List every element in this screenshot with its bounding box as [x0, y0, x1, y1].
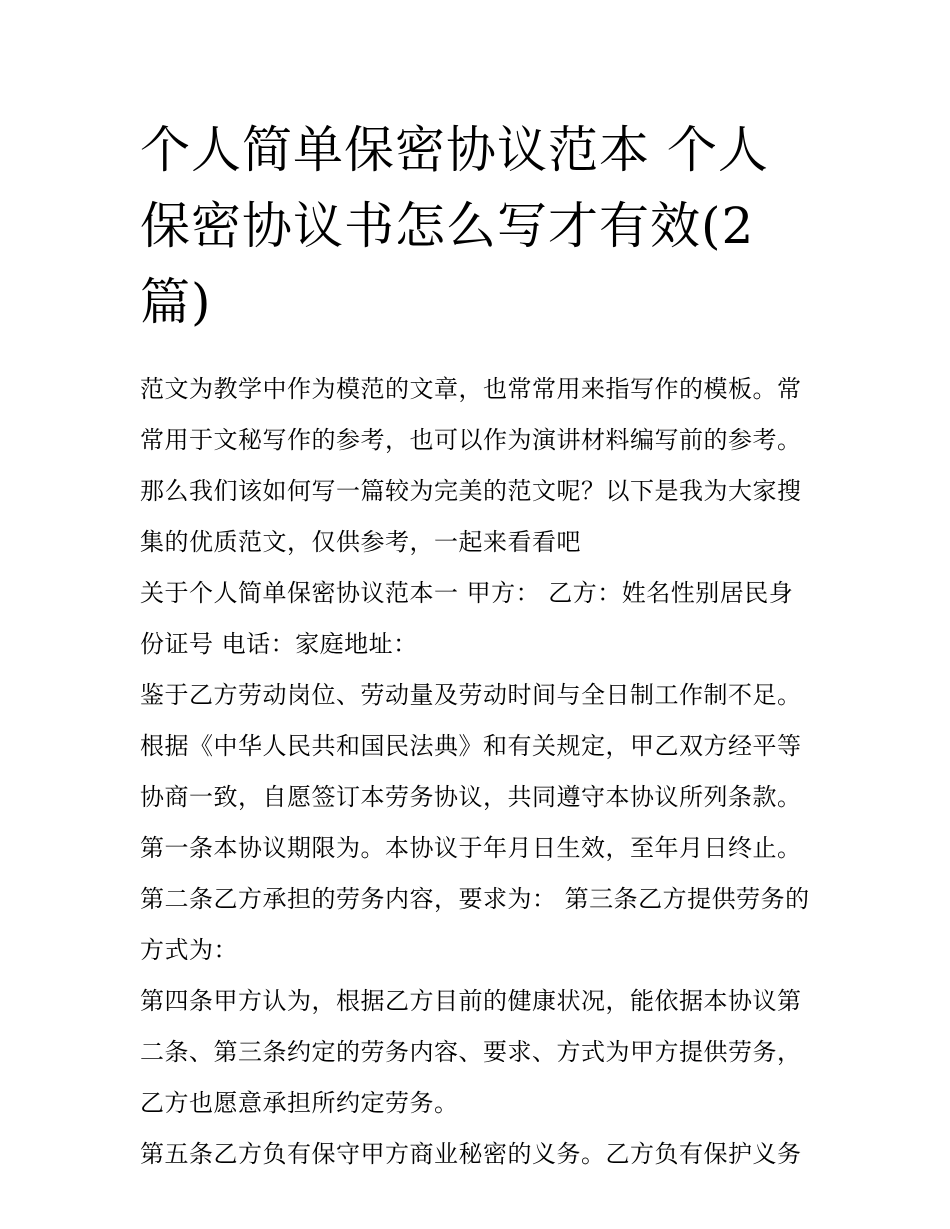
paragraph-article-2-3: 第二条乙方承担的劳务内容，要求为： 第三条乙方提供劳务的方式为：	[140, 885, 810, 964]
paragraph-parties: 关于个人简单保密协议范本一 甲方： 乙方：姓名性别居民身份证号 电话：家庭地址：	[140, 579, 794, 658]
document-page	[140, 112, 812, 1180]
document-title: 个人简单保密协议范本 个人保密协议书怎么写才有效(2篇)	[140, 121, 769, 331]
paragraph-article-5: 第五条乙方负有保守甲方商业秘密的义务。乙方负有保护义务	[140, 1140, 802, 1168]
paragraph-article-4: 第四条甲方认为，根据乙方目前的健康状况，能依据本协议第二条、第三条约定的劳务内容、要求、方式为甲方提供劳务，乙方也愿意承担所约定劳务。	[140, 987, 802, 1117]
paragraph-preamble: 鉴于乙方劳动岗位、劳动量及劳动时间与全日制工作制不足。根据《中华人民共和国民法典》和有关规定，甲乙双方经平等协商一致，自愿签订本劳务协议，共同遵守本协议所列条款。	[140, 681, 802, 811]
paragraph-intro: 范文为教学中作为模范的文章，也常常用来指写作的模板。常常用于文秘写作的参考，也可以作为演讲材料编写前的参考。那么我们该如何写一篇较为完美的范文呢？以下是我为大家搜集的优质范文，仅供参考，一起来看看吧	[140, 375, 802, 556]
paragraph-article-1: 第一条本协议期限为。本协议于年月日生效，至年月日终止。	[140, 834, 802, 862]
